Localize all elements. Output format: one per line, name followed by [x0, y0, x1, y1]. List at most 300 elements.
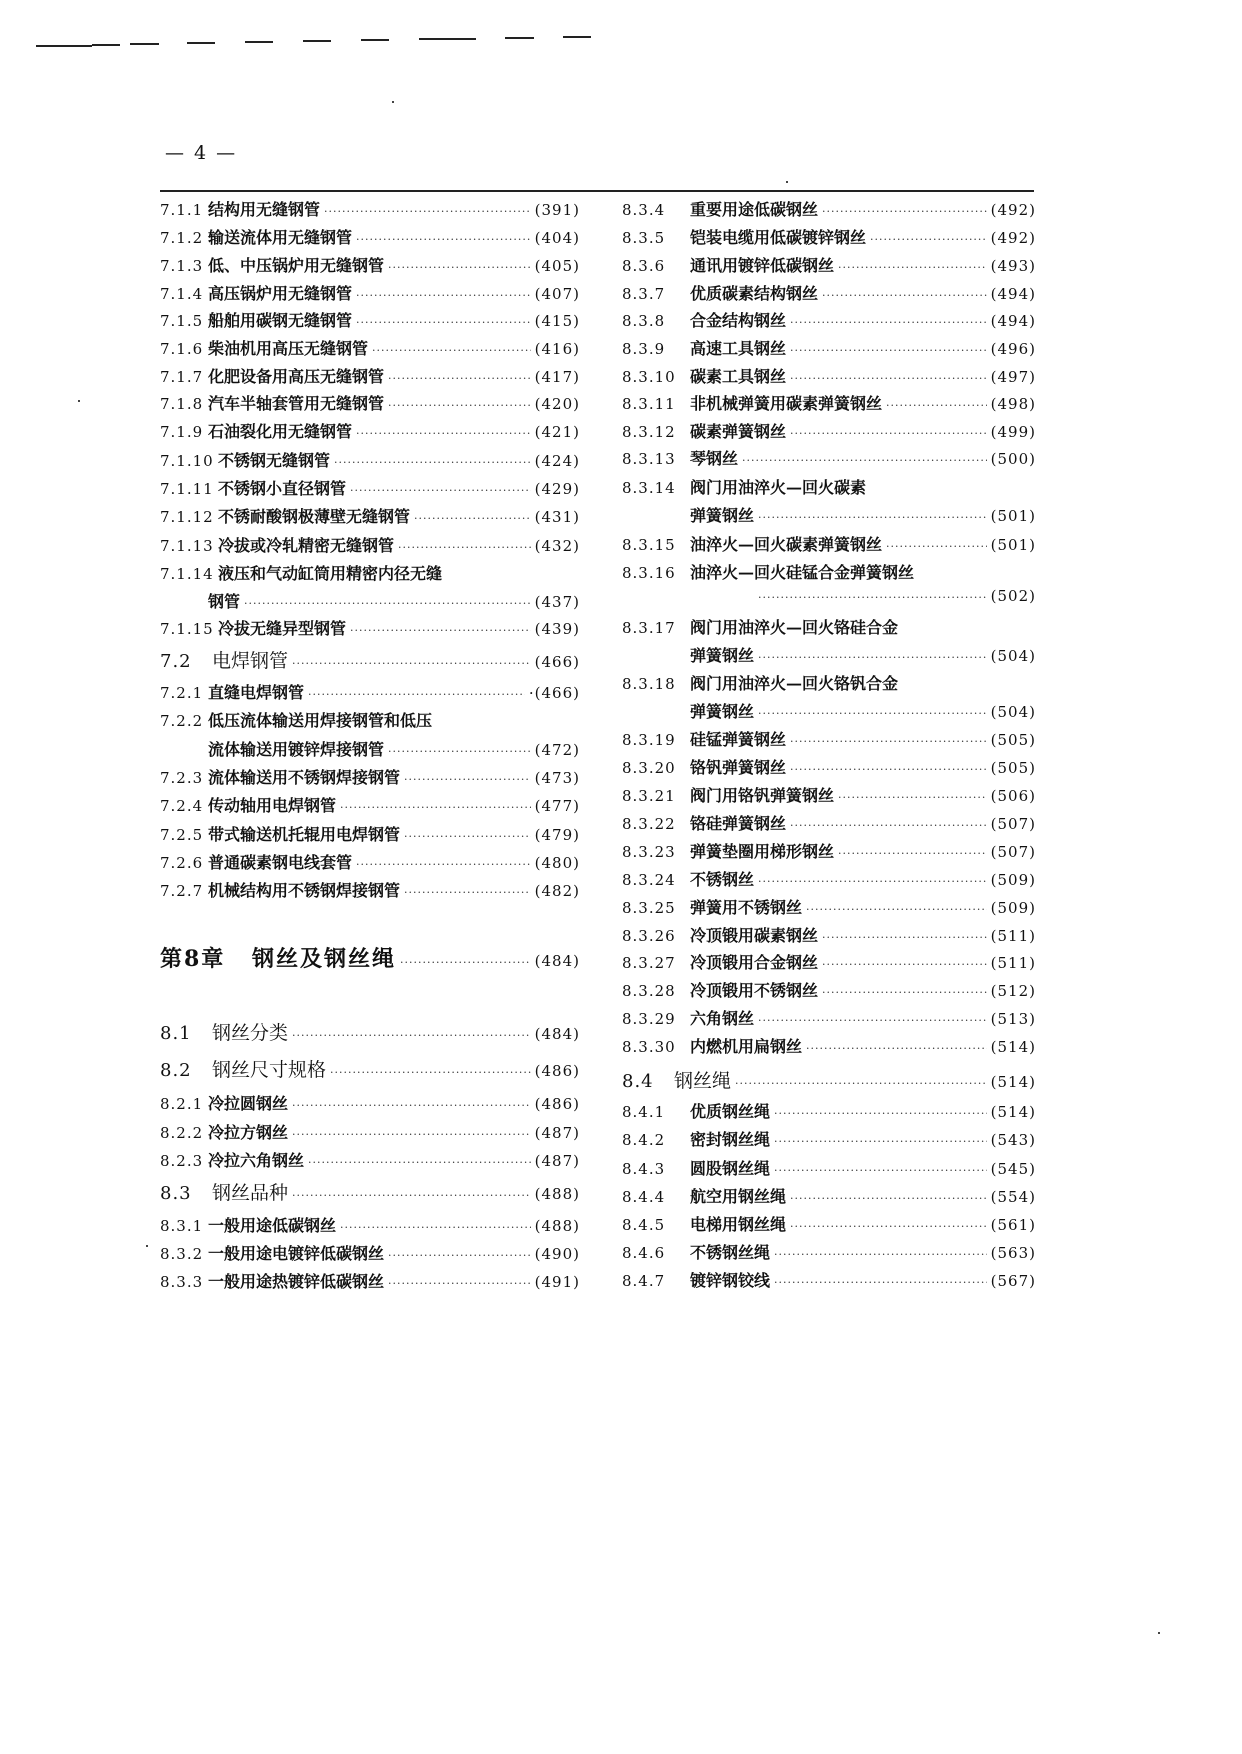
entry-title: 传动轴用电焊钢管	[208, 796, 337, 815]
entry-title: 石油裂化用无缝钢管	[208, 422, 353, 441]
dot-leader	[292, 1189, 531, 1202]
toc-section-entry[interactable]	[160, 1178, 580, 1208]
dot-leader	[790, 316, 987, 329]
entry-page-number: (484)	[534, 1025, 580, 1043]
toc-entry[interactable]	[160, 336, 580, 362]
entry-page-number: (506)	[990, 787, 1036, 805]
toc-entry[interactable]	[622, 1212, 1036, 1238]
entry-number: 7.1.8	[160, 395, 204, 413]
toc-entry[interactable]	[160, 1269, 580, 1295]
entry-number: 7.1.5	[160, 312, 204, 330]
entry-page-number: (505)	[990, 731, 1036, 749]
entry-page-number: (405)	[534, 257, 580, 275]
entry-title: 铠装电缆用低碳镀锌钢丝	[690, 228, 867, 247]
dot-leader	[774, 1107, 987, 1120]
entry-title: 油淬火—回火碳素弹簧钢丝	[690, 535, 883, 554]
entry-title: 汽车半轴套管用无缝钢管	[208, 394, 385, 413]
entry-title: 低压流体输送用焊接钢管和低压	[208, 711, 433, 730]
toc-entry[interactable]	[160, 616, 580, 642]
dot-leader	[404, 886, 531, 899]
dot-leader	[742, 454, 987, 467]
entry-number: 8.4.5	[622, 1216, 666, 1234]
entry-title: 柴油机用高压无缝钢管	[208, 339, 369, 358]
entry-page-number: (491)	[534, 1273, 580, 1291]
entry-number: 8.1	[160, 1023, 192, 1044]
toc-entry[interactable]	[160, 391, 580, 417]
entry-number: 7.1.15	[160, 620, 214, 638]
dot-leader	[334, 456, 531, 469]
toc-entry[interactable]	[160, 1213, 580, 1239]
toc-entry[interactable]	[622, 197, 1036, 223]
entry-number: 8.3.1	[160, 1217, 204, 1235]
entry-page-number: (513)	[990, 1010, 1036, 1028]
toc-entry[interactable]	[622, 895, 1036, 921]
entry-page-number: (407)	[534, 285, 580, 303]
toc-entry[interactable]	[622, 560, 1036, 586]
toc-entry[interactable]	[160, 419, 580, 445]
entry-number: 8.3.6	[622, 257, 666, 275]
entry-title: 冷拉六角钢丝	[208, 1151, 305, 1170]
entry-page-number: (439)	[534, 620, 580, 638]
entry-page-number: (567)	[990, 1272, 1036, 1290]
dot-leader	[790, 1220, 987, 1233]
entry-page-number: (514)	[990, 1073, 1036, 1091]
scan-speck	[78, 400, 80, 402]
entry-page-number: (514)	[990, 1103, 1036, 1121]
entry-page-number: (504)	[990, 647, 1036, 665]
entry-number: 8.3.26	[622, 927, 676, 945]
entry-title: 优质碳素结构钢丝	[690, 284, 819, 303]
entry-page-number: (494)	[990, 285, 1036, 303]
toc-entry[interactable]	[622, 419, 1036, 445]
entry-title: 通讯用镀锌低碳钢丝	[690, 256, 835, 275]
entry-number: 8.3.3	[160, 1273, 204, 1291]
toc-entry[interactable]	[622, 839, 1036, 865]
toc-entry[interactable]	[622, 1006, 1036, 1032]
entry-title: 碳素工具钢丝	[690, 367, 787, 386]
entry-number: 7.2.3	[160, 769, 204, 787]
entry-number: 7.1.14	[160, 565, 214, 583]
entry-title: 不锈钢无缝钢管	[218, 451, 331, 470]
scan-speck	[146, 1245, 148, 1247]
entry-title: 直缝电焊钢管	[208, 683, 305, 702]
toc-entry[interactable]	[160, 765, 580, 791]
entry-title: 阀门用油淬火—回火铬硅合金	[690, 618, 899, 637]
entry-page-number: (507)	[990, 843, 1036, 861]
entry-page-number: ·(466)	[528, 684, 580, 702]
toc-entry[interactable]	[160, 822, 580, 848]
entry-page-number: (500)	[990, 450, 1036, 468]
entry-title: 船舶用碳钢无缝钢管	[208, 311, 353, 330]
toc-entry[interactable]	[160, 504, 580, 530]
dot-leader	[758, 651, 987, 664]
entry-page-number: (502)	[990, 587, 1036, 605]
entry-number: 8.4.3	[622, 1160, 666, 1178]
entry-title: 冷拉圆钢丝	[208, 1094, 289, 1113]
toc-section-entry[interactable]	[622, 1066, 1036, 1096]
entry-title: 非机械弹簧用碳素弹簧钢丝	[690, 394, 883, 413]
entry-page-number: (415)	[534, 312, 580, 330]
toc-entry[interactable]	[160, 364, 580, 390]
scan-speck	[392, 101, 394, 103]
toc-entry[interactable]	[622, 671, 1036, 697]
dot-leader	[806, 1042, 987, 1055]
entry-title: 密封钢丝绳	[690, 1130, 771, 1149]
toc-entry[interactable]	[160, 448, 580, 474]
dot-leader	[790, 427, 987, 440]
toc-entry[interactable]	[622, 783, 1036, 809]
toc-entry[interactable]	[622, 503, 1036, 529]
toc-entry[interactable]	[160, 1120, 580, 1146]
dot-leader	[790, 735, 987, 748]
dot-leader	[388, 1277, 531, 1290]
entry-page-number: (512)	[990, 982, 1036, 1000]
toc-entry[interactable]	[160, 878, 580, 904]
entry-title: 钢丝绳	[674, 1070, 732, 1092]
entry-number: 第8章	[160, 946, 226, 972]
dot-leader	[414, 512, 531, 525]
entry-page-number: (487)	[534, 1124, 580, 1142]
dot-leader	[356, 289, 531, 302]
dot-leader	[790, 344, 987, 357]
entry-page-number: (511)	[990, 954, 1036, 972]
toc-entry[interactable]	[160, 708, 580, 734]
entry-title: 弹簧钢丝	[690, 506, 755, 525]
entry-page-number: (488)	[534, 1185, 580, 1203]
toc-entry[interactable]	[622, 308, 1036, 334]
entry-title: 钢丝品种	[212, 1182, 289, 1204]
entry-page-number: (563)	[990, 1244, 1036, 1262]
entry-page-number: (498)	[990, 395, 1036, 413]
entry-title: 冷拔无缝异型钢管	[218, 619, 347, 638]
entry-title: 冷顶锻用合金钢丝	[690, 953, 819, 972]
dot-leader	[292, 1099, 531, 1112]
dot-leader	[356, 316, 531, 329]
dot-leader	[356, 858, 531, 871]
toc-entry[interactable]	[622, 391, 1036, 417]
toc-section-entry[interactable]	[160, 1055, 580, 1085]
entry-page-number: (511)	[990, 927, 1036, 945]
dot-leader	[398, 541, 531, 554]
entry-number: 7.1.13	[160, 537, 214, 555]
toc-entry[interactable]	[622, 1099, 1036, 1125]
entry-page-number: (501)	[990, 536, 1036, 554]
toc-entry[interactable]	[622, 727, 1036, 753]
dot-leader	[822, 931, 987, 944]
toc-entry[interactable]	[160, 308, 580, 334]
entry-number: 8.3.16	[622, 564, 676, 582]
dot-leader	[838, 847, 987, 860]
dot-leader	[404, 773, 531, 786]
entry-number: 7.1.10	[160, 452, 214, 470]
toc-entry[interactable]	[622, 950, 1036, 976]
entry-title: 重要用途低碳钢丝	[690, 200, 819, 219]
entry-title: 六角钢丝	[690, 1009, 755, 1028]
dot-leader	[886, 540, 987, 553]
dot-leader	[735, 1077, 987, 1090]
dot-leader	[388, 261, 531, 274]
entry-number: 8.3.17	[622, 619, 676, 637]
entry-page-number: (391)	[534, 201, 580, 219]
entry-title: 一般用途热镀锌低碳钢丝	[208, 1272, 385, 1291]
scan-speck	[1158, 1632, 1160, 1634]
entry-title: 带式输送机托辊用电焊钢管	[208, 825, 401, 844]
entry-page-number: (486)	[534, 1095, 580, 1113]
entry-number: 8.3.13	[622, 450, 676, 468]
toc-entry[interactable]	[160, 197, 580, 223]
dot-leader	[324, 205, 531, 218]
entry-title: 电梯用钢丝绳	[690, 1215, 787, 1234]
dot-leader	[340, 801, 531, 814]
entry-title: 冷顶锻用不锈钢丝	[690, 981, 819, 1000]
dot-leader	[758, 875, 987, 888]
toc-entry[interactable]	[622, 643, 1036, 669]
entry-title: 镀锌钢铰线	[690, 1271, 771, 1290]
dot-leader	[774, 1135, 987, 1148]
entry-page-number: (416)	[534, 340, 580, 358]
dot-leader	[790, 819, 987, 832]
entry-page-number: (484)	[534, 952, 580, 970]
dot-leader	[292, 1128, 531, 1141]
toc-entry[interactable]	[622, 281, 1036, 307]
entry-page-number: (466)	[534, 653, 580, 671]
toc-entry[interactable]	[160, 737, 580, 763]
entry-number: 8.3.19	[622, 731, 676, 749]
toc-entry[interactable]	[622, 755, 1036, 781]
entry-number: 8.2	[160, 1060, 192, 1081]
toc-entry[interactable]	[622, 336, 1036, 362]
entry-page-number: (479)	[534, 826, 580, 844]
entry-page-number: (505)	[990, 759, 1036, 777]
dot-leader	[806, 903, 987, 916]
entry-title: 电焊钢管	[212, 650, 289, 672]
dot-leader	[404, 830, 531, 843]
entry-number: 7.1.1	[160, 201, 204, 219]
dot-leader	[758, 591, 987, 604]
entry-number: 8.2.3	[160, 1152, 204, 1170]
toc-entry[interactable]	[160, 680, 580, 706]
dot-leader	[838, 791, 987, 804]
entry-page-number: (509)	[990, 871, 1036, 889]
toc-entry[interactable]	[622, 1127, 1036, 1153]
toc-entry[interactable]	[622, 532, 1036, 558]
entry-title: 铬硅弹簧钢丝	[690, 814, 787, 833]
entry-title: 不锈钢小直径钢管	[218, 479, 347, 498]
entry-number: 8.3.4	[622, 201, 666, 219]
entry-page-number: (496)	[990, 340, 1036, 358]
toc-entry[interactable]	[622, 1156, 1036, 1182]
entry-number: 8.3	[160, 1183, 192, 1204]
toc-entry[interactable]	[622, 1240, 1036, 1266]
entry-page-number: (499)	[990, 423, 1036, 441]
entry-number: 8.4.6	[622, 1244, 666, 1262]
entry-title: 合金结构钢丝	[690, 311, 787, 330]
toc-entry[interactable]	[622, 615, 1036, 641]
dot-leader	[822, 205, 987, 218]
entry-title: 一般用途低碳钢丝	[208, 1216, 337, 1235]
toc-entry[interactable]	[622, 225, 1036, 251]
dot-leader	[308, 1156, 531, 1169]
entry-page-number: (424)	[534, 452, 580, 470]
entry-title: 弹簧钢丝	[690, 646, 755, 665]
entry-page-number: (509)	[990, 899, 1036, 917]
entry-page-number: (488)	[534, 1217, 580, 1235]
toc-section-entry[interactable]	[160, 646, 580, 676]
toc-entry[interactable]	[622, 1184, 1036, 1210]
entry-title: 冷拔或冷轧精密无缝钢管	[218, 536, 395, 555]
entry-number: 7.1.6	[160, 340, 204, 358]
toc-entry[interactable]	[622, 364, 1036, 390]
entry-title: 琴钢丝	[690, 449, 739, 468]
entry-number: 7.2.2	[160, 712, 204, 730]
entry-number: 8.3.22	[622, 815, 676, 833]
entry-number: 7.2	[160, 651, 192, 672]
toc-entry[interactable]	[160, 793, 580, 819]
dot-leader	[886, 399, 987, 412]
entry-title: 阀门用油淬火—回火碳素	[690, 478, 867, 497]
dot-leader	[340, 1221, 531, 1234]
entry-number: 7.1.11	[160, 480, 214, 498]
toc-entry[interactable]	[622, 446, 1036, 472]
entry-title: 液压和气动缸筒用精密内径无缝	[218, 564, 443, 583]
toc-entry[interactable]	[160, 476, 580, 502]
toc-section-entry[interactable]	[160, 1018, 580, 1048]
toc-entry[interactable]	[160, 225, 580, 251]
entry-page-number: (487)	[534, 1152, 580, 1170]
entry-title: 冷顶锻用碳素钢丝	[690, 926, 819, 945]
entry-page-number: (472)	[534, 741, 580, 759]
entry-number: 8.3.7	[622, 285, 666, 303]
entry-page-number: (486)	[534, 1062, 580, 1080]
toc-entry[interactable]	[622, 253, 1036, 279]
dot-leader	[790, 372, 987, 385]
dot-leader	[308, 688, 525, 701]
entry-title: 航空用钢丝绳	[690, 1187, 787, 1206]
toc-entry[interactable]	[160, 850, 580, 876]
entry-title: 不锈钢丝绳	[690, 1243, 771, 1262]
entry-page-number: (561)	[990, 1216, 1036, 1234]
entry-page-number: (473)	[534, 769, 580, 787]
dot-leader	[774, 1164, 987, 1177]
entry-number: 7.1.4	[160, 285, 204, 303]
entry-title: 弹簧钢丝	[690, 702, 755, 721]
toc-entry[interactable]	[160, 253, 580, 279]
dot-leader	[350, 484, 531, 497]
toc-entry[interactable]	[160, 589, 580, 615]
entry-page-number: (504)	[990, 703, 1036, 721]
entry-title: 钢丝及钢丝绳	[252, 946, 397, 972]
dot-leader	[292, 1029, 531, 1042]
toc-entry[interactable]	[160, 533, 580, 559]
entry-title: 流体输送用不锈钢焊接钢管	[208, 768, 401, 787]
entry-page-number: (431)	[534, 508, 580, 526]
entry-title: 弹簧用不锈钢丝	[690, 898, 803, 917]
dot-leader	[758, 511, 987, 524]
entry-number: 7.2.5	[160, 826, 204, 844]
toc-entry[interactable]	[160, 1091, 580, 1117]
toc-entry[interactable]	[622, 867, 1036, 893]
dot-leader	[790, 1192, 987, 1205]
entry-title: 内燃机用扁钢丝	[690, 1037, 803, 1056]
entry-number: 7.2.7	[160, 882, 204, 900]
toc-entry[interactable]	[160, 281, 580, 307]
dot-leader	[292, 657, 531, 670]
dot-leader	[774, 1276, 987, 1289]
toc-entry[interactable]	[160, 1148, 580, 1174]
dot-leader	[372, 344, 531, 357]
entry-page-number: (545)	[990, 1160, 1036, 1178]
dot-leader	[388, 399, 531, 412]
entry-number: 8.4.4	[622, 1188, 666, 1206]
toc-entry[interactable]	[622, 811, 1036, 837]
page-number-header: — 4 —	[165, 142, 238, 164]
entry-number: 7.1.9	[160, 423, 204, 441]
entry-title: 硅锰弹簧钢丝	[690, 730, 787, 749]
entry-number: 8.3.28	[622, 982, 676, 1000]
toc-entry[interactable]	[622, 978, 1036, 1004]
entry-number: 8.3.12	[622, 423, 676, 441]
entry-number: 7.2.4	[160, 797, 204, 815]
entry-title: 阀门用铬钒弹簧钢丝	[690, 786, 835, 805]
entry-number: 8.2.1	[160, 1095, 204, 1113]
entry-page-number: (543)	[990, 1131, 1036, 1149]
toc-entry[interactable]	[622, 475, 1036, 501]
toc-entry[interactable]	[622, 699, 1036, 725]
entry-number: 8.3.18	[622, 675, 676, 693]
entry-page-number: (493)	[990, 257, 1036, 275]
entry-title: 圆股钢丝绳	[690, 1159, 771, 1178]
toc-entry[interactable]	[160, 1241, 580, 1267]
entry-title: 高速工具钢丝	[690, 339, 787, 358]
scan-speck	[786, 181, 788, 183]
entry-title: 高压锅炉用无缝钢管	[208, 284, 353, 303]
entry-title: 钢管	[208, 592, 241, 611]
entry-title: 普通碳素钢电线套管	[208, 853, 353, 872]
entry-page-number: (554)	[990, 1188, 1036, 1206]
entry-title: 冷拉方钢丝	[208, 1123, 289, 1142]
entry-title: 结构用无缝钢管	[208, 200, 321, 219]
entry-title: 不锈钢丝	[690, 870, 755, 889]
dot-leader	[870, 233, 987, 246]
dot-leader	[774, 1248, 987, 1261]
entry-page-number: (432)	[534, 537, 580, 555]
entry-number: 8.3.23	[622, 843, 676, 861]
entry-page-number: (494)	[990, 312, 1036, 330]
dot-leader	[388, 372, 531, 385]
dot-leader	[790, 763, 987, 776]
entry-number: 7.1.3	[160, 257, 204, 275]
entry-page-number: (421)	[534, 423, 580, 441]
entry-title: 碳素弹簧钢丝	[690, 422, 787, 441]
entry-number: 8.4.2	[622, 1131, 666, 1149]
toc-entry[interactable]	[622, 1268, 1036, 1294]
entry-number: 8.3.9	[622, 340, 666, 358]
dot-leader	[822, 289, 987, 302]
entry-page-number: (429)	[534, 480, 580, 498]
entry-page-number: (417)	[534, 368, 580, 386]
dot-leader	[350, 624, 531, 637]
toc-entry[interactable]	[160, 561, 580, 587]
entry-page-number: (501)	[990, 507, 1036, 525]
toc-entry[interactable]	[622, 1034, 1036, 1060]
toc-entry[interactable]	[622, 587, 1036, 613]
toc-chapter-entry[interactable]	[160, 942, 580, 976]
header-rule	[160, 190, 1034, 192]
dot-leader	[822, 986, 987, 999]
toc-entry[interactable]	[622, 923, 1036, 949]
dot-leader	[244, 597, 531, 610]
entry-page-number: (497)	[990, 368, 1036, 386]
